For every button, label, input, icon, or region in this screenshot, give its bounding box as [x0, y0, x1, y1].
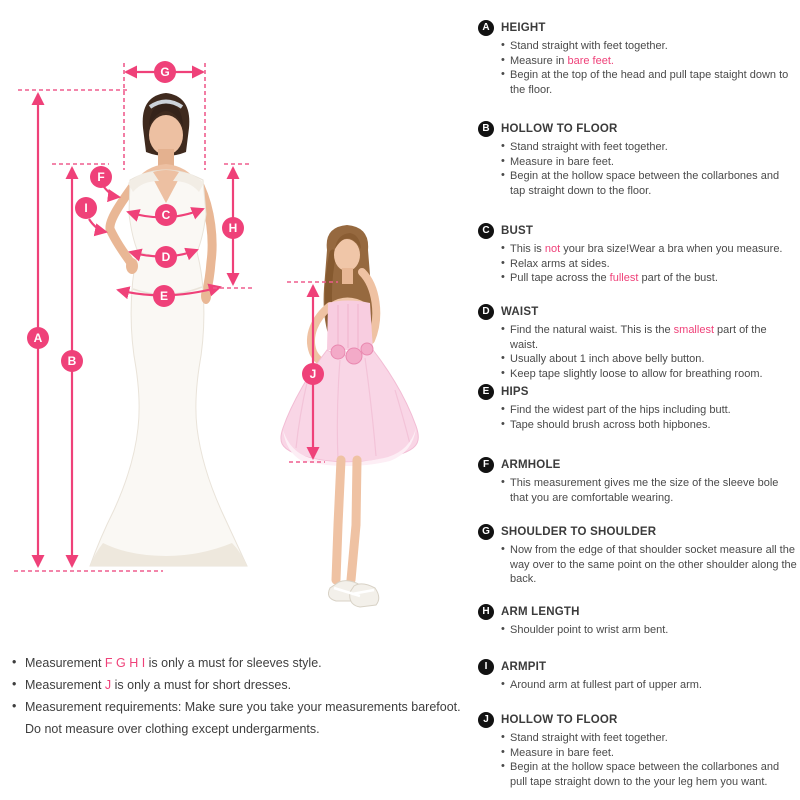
bullet-dot: •	[501, 154, 505, 167]
text: Stand straight with feet together.	[510, 141, 668, 153]
section-bust	[478, 223, 800, 286]
section-title: BUST	[501, 225, 534, 237]
text: This measurement gives me the size of the sleeve bole that you are comfortable wearing.	[510, 477, 779, 504]
section-title: HIPS	[501, 386, 529, 398]
section-title: ARMPIT	[501, 661, 547, 673]
badge-C: C	[478, 223, 494, 239]
instruction-bullet	[501, 169, 797, 198]
instruction-bullet	[501, 623, 797, 638]
bullet-dot: •	[501, 352, 505, 364]
instruction-bullet	[501, 68, 797, 97]
text: Measure in bare feet.	[510, 155, 614, 168]
label-C: C	[161, 208, 171, 222]
text: This is	[510, 243, 545, 255]
text: part of the waist.	[510, 324, 767, 351]
highlighted-text: bare feet.	[567, 54, 614, 67]
section-hips	[478, 384, 800, 432]
section-height	[478, 20, 800, 97]
model-wedding-dress	[90, 93, 247, 566]
label-F: F	[97, 170, 105, 184]
bullet-dot: •	[501, 543, 505, 555]
label-E: E	[159, 289, 169, 303]
badge-A: A	[478, 20, 494, 36]
section-title: HOLLOW TO FLOOR	[501, 714, 618, 726]
bullet-dot: •	[12, 677, 17, 691]
text: part of the bust.	[638, 272, 718, 284]
badge-H: H	[478, 604, 494, 620]
text: Measure in	[510, 54, 568, 67]
instruction-bullet	[501, 367, 797, 382]
badge-G: G	[478, 524, 494, 540]
note-line	[12, 674, 470, 696]
section-shoulder-to-shoulder	[478, 524, 800, 587]
bullet-dot: •	[501, 242, 505, 254]
section-title: HEIGHT	[501, 22, 546, 34]
instruction-bullet	[501, 140, 797, 155]
text: Measurement requirements: Make sure you take your measurements barefoot.	[25, 700, 461, 714]
bullet-dot: •	[501, 39, 505, 51]
bullet-dot: •	[501, 745, 505, 758]
instruction-bullet	[501, 731, 797, 746]
instruction-bullet	[501, 352, 797, 367]
label-B: B	[67, 354, 77, 368]
bullet-dot: •	[501, 169, 505, 181]
badge-J: J	[478, 712, 494, 728]
label-I: I	[84, 201, 88, 215]
text: Now from the edge of that shoulder socket measure all the way over to the same point on the other shoulder along the back.	[510, 544, 797, 585]
bullet-dot: •	[501, 731, 505, 743]
text: Around arm at fullest part of upper arm.	[510, 679, 702, 691]
instruction-bullet	[501, 418, 797, 433]
instruction-bullet	[501, 39, 797, 54]
note-line	[12, 652, 470, 674]
label-A: A	[33, 331, 43, 345]
section-title: HOLLOW TO FLOOR	[501, 123, 618, 135]
instruction-bullet	[501, 323, 797, 352]
text: Tape should brush across both hipbones.	[510, 418, 711, 431]
bullet-dot: •	[501, 476, 505, 488]
instruction-bullet	[501, 760, 797, 789]
figures-canvas	[0, 0, 470, 640]
text: Begin at the hollow space between the collarbones and tap straight down to the floor.	[510, 170, 780, 197]
instruction-bullet	[501, 242, 797, 257]
section-armpit	[478, 659, 800, 693]
text: Shoulder point to wrist arm bent.	[510, 624, 669, 636]
text: Begin at the hollow space between the collarbones and pull tape straight down to the your leg hem you want.	[510, 761, 780, 788]
badge-I: I	[478, 659, 494, 675]
highlighted-text: not	[544, 243, 561, 255]
badge-B: B	[478, 121, 494, 137]
bullet-dot: •	[501, 403, 505, 415]
text: Find the widest part of the hips including butt.	[510, 404, 731, 416]
highlighted-text: F G H I	[104, 656, 149, 670]
bullet-dot: •	[501, 323, 505, 335]
text: Do not measure over clothing except undergarments.	[25, 722, 320, 736]
bullet-dot: •	[501, 760, 505, 772]
bullet-dot: •	[501, 68, 505, 80]
section-title: WAIST	[501, 306, 539, 318]
text: Stand straight with feet together.	[510, 732, 668, 744]
bullet-dot: •	[501, 53, 505, 66]
highlighted-text: smallest	[673, 324, 714, 336]
section-hollow-to-floor	[478, 121, 800, 198]
instruction-bullet	[501, 271, 797, 286]
text: is only a must for short dresses.	[111, 678, 292, 692]
highlighted-text: J	[104, 678, 112, 692]
label-J: J	[309, 367, 317, 381]
text: Stand straight with feet together.	[510, 40, 668, 52]
highlighted-text: fullest	[609, 272, 639, 284]
text: Measurement	[25, 656, 105, 670]
badge-D: D	[478, 304, 494, 320]
label-D: D	[161, 250, 171, 264]
instruction-bullet	[501, 746, 797, 761]
section-title: ARM LENGTH	[501, 606, 580, 618]
text: Relax arms at sides.	[510, 257, 610, 270]
label-G: G	[160, 65, 170, 79]
bullet-dot: •	[501, 366, 505, 379]
instruction-bullet	[501, 403, 797, 418]
section-title: ARMHOLE	[501, 459, 561, 471]
note-line	[12, 718, 470, 740]
bullet-dot: •	[501, 417, 505, 430]
instruction-bullet	[501, 543, 797, 587]
badge-F: F	[478, 457, 494, 473]
badge-E: E	[478, 384, 494, 400]
instruction-bullet	[501, 678, 797, 693]
section-arm-length	[478, 604, 800, 638]
note-line	[12, 696, 470, 718]
bullet-dot: •	[12, 699, 17, 713]
text: Keep tape slightly loose to allow for breathing room.	[510, 367, 763, 380]
instruction-bullet	[501, 257, 797, 272]
text: Find the natural waist. This is the	[510, 324, 674, 336]
instruction-bullet	[501, 54, 797, 69]
text: Pull tape across the	[510, 272, 610, 284]
bullet-dot: •	[501, 256, 505, 269]
instruction-bullet	[501, 476, 797, 505]
text: Usually about 1 inch above belly button.	[510, 353, 705, 365]
text: Measure in bare feet.	[510, 746, 614, 759]
section-armhole	[478, 457, 800, 505]
section-hollow-to-floor-short	[478, 712, 800, 789]
bullet-dot: •	[501, 140, 505, 152]
text: is only a must for sleeves style.	[148, 656, 322, 670]
bullet-dot: •	[501, 623, 505, 635]
text: Begin at the top of the head and pull tape staight down to the floor.	[510, 69, 789, 96]
section-title: SHOULDER TO SHOULDER	[501, 526, 657, 538]
bullet-dot: •	[501, 678, 505, 690]
instruction-bullet	[501, 155, 797, 170]
bullet-dot: •	[501, 271, 505, 283]
text: your bra size!Wear a bra when you measure.	[560, 243, 783, 255]
section-waist	[478, 304, 800, 381]
text: Measurement	[25, 678, 105, 692]
measurement-notes	[12, 652, 470, 740]
bullet-dot: •	[12, 655, 17, 669]
label-H: H	[228, 221, 238, 235]
